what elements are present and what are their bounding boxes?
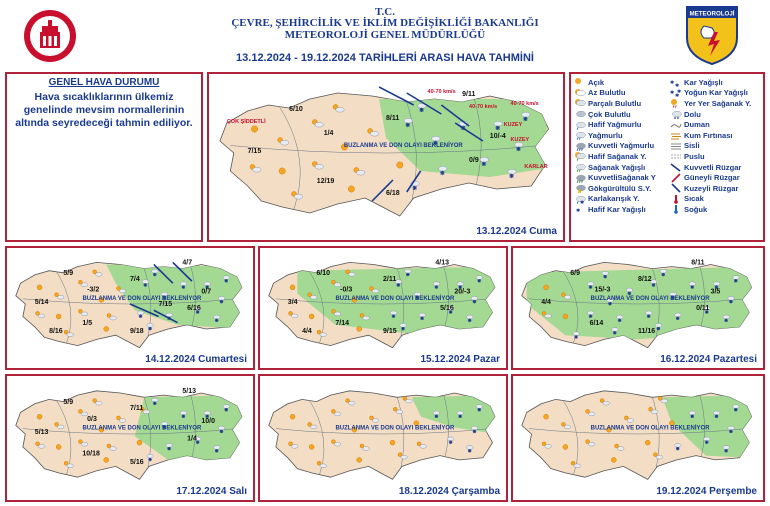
temperature-label: -3/2	[87, 286, 100, 294]
legend-item	[574, 98, 656, 109]
svg-text:✱: ✱	[580, 199, 585, 204]
legend-item-label: Kum Fırtınası	[684, 130, 733, 140]
legend-item	[670, 183, 751, 194]
temperature-label: 6/14	[589, 319, 604, 327]
legend-item-label: Güneyli Rüzgar	[684, 173, 740, 183]
cold-icon	[670, 204, 682, 214]
temperature-label: 8/16	[49, 328, 63, 336]
legend-item-label: Yağmurlu	[588, 130, 623, 140]
temperature-label: 1/4	[323, 130, 334, 137]
svg-text:✱: ✱	[576, 208, 581, 215]
legend-item-label: Kar Yağışlı	[684, 77, 723, 87]
temperature-label: 5/9	[63, 269, 74, 277]
turkey-map	[7, 248, 253, 368]
temperature-label: 8/11	[691, 259, 705, 267]
icing-warning-text: BUZLANMA VE DON OLAYI BEKLENİYOR	[590, 295, 710, 302]
legend-item-label: Hafif Yağmurlu	[588, 120, 642, 130]
heavy-rain-icon	[574, 141, 586, 151]
legend-item-label: Kuvvetli Yağmurlu	[588, 141, 655, 151]
temperature-label: 5/14	[34, 299, 49, 306]
fog-icon	[670, 141, 682, 151]
map-date-label: 15.12.2024 Pazar	[420, 354, 500, 365]
legend-item	[670, 194, 751, 205]
few-clouds-icon	[574, 88, 586, 98]
temperature-label: 15/-3	[594, 286, 611, 294]
legend-item	[574, 151, 656, 162]
temperature-label: 8/11	[386, 115, 400, 122]
temperature-label: 5/13	[182, 387, 196, 395]
meteorology-logo	[684, 4, 740, 66]
temperature-label: 7/4	[130, 276, 140, 284]
legend-item-label: Dolu	[684, 109, 701, 119]
legend-panel	[569, 72, 765, 242]
legend-item	[574, 119, 656, 130]
legend-item-label: Yoğun Kar Yağışlı	[684, 88, 748, 98]
icing-warning-text: BUZLANMA VE DON OLAYI BEKLENİYOR	[343, 143, 463, 149]
legend-item	[574, 88, 656, 99]
temperature-label: 0/7	[201, 288, 212, 296]
temperature-label: 4/7	[182, 259, 193, 267]
temperature-label: 5/16	[130, 459, 144, 467]
legend-item	[670, 204, 751, 215]
temperature-label: 5/13	[34, 429, 49, 436]
general-weather-panel	[5, 72, 203, 242]
south-wind-icon	[670, 173, 682, 183]
legend-item-label: Hafif Kar Yağışlı	[588, 204, 646, 214]
legend-item	[574, 172, 656, 183]
legend-item-label: Sıcak	[684, 194, 704, 204]
meteorology-logo-text: METEOROLOJİ	[689, 10, 735, 18]
legend-item	[670, 151, 751, 162]
map-date-label: 16.12.2024 Pazartesi	[660, 354, 757, 365]
temperature-label: 3/4	[287, 299, 298, 306]
temperature-label: 0/11	[696, 305, 710, 313]
temperature-label: 4/4	[302, 328, 312, 336]
legend-item	[574, 183, 656, 194]
svg-text:✱: ✱	[675, 83, 680, 88]
sun-icon	[574, 77, 586, 87]
legend-item	[670, 119, 751, 130]
directorate-name: METEOROLOJİ GENEL MÜDÜRLÜĞÜ	[284, 29, 486, 41]
temperature-label: 1/4	[187, 435, 197, 443]
temperature-label: 5/16	[440, 305, 454, 313]
turkey-map	[260, 376, 506, 500]
legend-item	[670, 88, 751, 99]
map-day-6	[258, 374, 508, 502]
wind-speed-label: 40-70 km/s	[469, 104, 498, 110]
legend-item	[574, 204, 656, 215]
temperature-label: 0/9	[469, 157, 479, 164]
partly-cloudy-icon	[574, 98, 586, 108]
temperature-label: 2/11	[383, 276, 397, 284]
temperature-label: 4/4	[541, 299, 551, 306]
temperature-label: 7/15	[158, 301, 173, 309]
temperature-label: 11/16	[638, 328, 656, 336]
map-date-label: 19.12.2024 Perşembe	[656, 486, 757, 497]
map-day-7	[511, 374, 765, 502]
temperature-label: 3/5	[710, 288, 721, 296]
turkey-map	[7, 376, 253, 500]
legend-item	[670, 109, 751, 120]
temperature-label: 8/12	[638, 276, 652, 284]
smoke-icon	[670, 120, 682, 130]
map-date-label: 17.12.2024 Salı	[176, 486, 247, 497]
temperature-label: 6/9	[570, 269, 580, 277]
legend-item-label: Çok Bulutlu	[588, 109, 631, 119]
legend-item-label: Sağanak Yağışlı	[588, 162, 646, 172]
legend-item	[670, 98, 751, 109]
wind-speed-label: 40-70 km/s	[427, 89, 456, 95]
legend-item-label: Puslu	[684, 151, 705, 161]
header-line-1: T.C.	[375, 6, 395, 18]
map-date-label: 13.12.2024 Cuma	[476, 226, 557, 237]
wind-speed-label: KUZEY	[503, 122, 523, 128]
icing-warning-text: BUZLANMA VE DON OLAYI BEKLENİYOR	[590, 425, 710, 432]
icing-warning-text: BUZLANMA VE DON OLAYI BEKLENİYOR	[335, 425, 455, 432]
legend-item-label: Sisli	[684, 141, 700, 151]
turkey-map	[513, 376, 763, 500]
temperature-label: 5/9	[63, 398, 74, 406]
map-date-label: 18.12.2024 Çarşamba	[398, 486, 500, 497]
legend-item	[574, 130, 656, 141]
legend-item-label: Karlakarışık Y.	[588, 194, 640, 204]
map-day-3	[258, 246, 508, 370]
wind-speed-label: KARLAR	[524, 164, 548, 170]
legend-item	[574, 162, 656, 173]
legend-item-label: Az Bulutlu	[588, 88, 626, 98]
local-shower-icon	[670, 98, 682, 108]
legend-item-label: Kuzeyli Rüzgar	[684, 183, 739, 193]
svg-text:✱: ✱	[677, 88, 682, 95]
icing-warning-text: BUZLANMA VE DON OLAYI BEKLENİYOR	[335, 295, 455, 302]
turkey-map	[209, 74, 563, 240]
icing-warning-text: BUZLANMA VE DON OLAYI BEKLENİYOR	[82, 295, 202, 302]
general-weather-text: Hava sıcaklıklarının ülkemiz genelinde mevsim normallerinin altında seyredeceği tahmin ediliyor.	[15, 91, 193, 129]
temperature-label: 4/13	[435, 259, 449, 267]
map-day-1	[207, 72, 565, 242]
temperature-label: 6/18	[386, 190, 400, 197]
legend-item-label: Duman	[684, 120, 710, 130]
legend-item	[670, 162, 751, 173]
svg-text:✱: ✱	[670, 89, 675, 96]
temperature-label: 10/18	[82, 450, 100, 458]
legend-item-label: Soğuk	[684, 204, 708, 214]
heavy-snow-icon	[670, 88, 682, 98]
legend-item	[574, 141, 656, 152]
haze-icon	[670, 151, 682, 161]
temperature-label: -0/3	[340, 286, 353, 294]
legend-item-label: Hafif Sağanak Y.	[588, 151, 647, 161]
map-date-label: 14.12.2024 Cumartesi	[145, 354, 247, 365]
hot-icon	[670, 194, 682, 204]
light-snow-icon	[574, 204, 586, 214]
turkey-map	[260, 248, 506, 368]
icing-warning-text: BUZLANMA VE DON OLAYI BEKLENİYOR	[82, 425, 202, 432]
svg-text:✱: ✱	[675, 92, 680, 98]
sleet-icon	[574, 194, 586, 204]
map-day-4	[511, 246, 765, 370]
light-rain-icon	[574, 120, 586, 130]
forecast-title: 13.12.2024 - 19.12.2024 TARİHLERİ ARASI HAVA TAHMİNİ	[236, 52, 534, 64]
temperature-label: 7/11	[130, 405, 144, 413]
legend-item	[574, 77, 656, 88]
temperature-label: 1/5	[82, 319, 93, 327]
legend-item-label: KuvvetliSağanak Y	[588, 173, 656, 183]
temperature-label: 9/11	[462, 91, 476, 98]
thunder-icon	[574, 183, 586, 193]
temperature-label: 7/15	[247, 148, 262, 155]
temperature-label: 6/10	[289, 106, 303, 113]
legend-column-2	[670, 77, 751, 215]
ministry-name: ÇEVRE, ŞEHİRCİLİK VE İKLİM DEĞİŞİKLİĞİ BAKANLIĞI	[231, 17, 539, 29]
temperature-label: 10/-4	[489, 133, 506, 140]
temperature-label: 9/15	[383, 328, 397, 336]
header	[0, 0, 770, 70]
legend-item	[670, 172, 751, 183]
legend-item	[574, 194, 656, 205]
cloudy-icon	[574, 109, 586, 119]
sandstorm-icon	[670, 130, 682, 140]
temperature-label: 6/10	[316, 269, 330, 277]
wind-speed-label: 40-70 km/s	[510, 101, 539, 107]
shower-icon	[574, 162, 586, 172]
rain-icon	[574, 130, 586, 140]
north-wind-icon	[670, 183, 682, 193]
hail-icon	[670, 109, 682, 119]
temperature-label: 7/14	[335, 319, 350, 327]
map-day-5	[5, 374, 255, 502]
temperature-label: 12/19	[316, 178, 335, 185]
temperature-label: 0/3	[87, 416, 97, 424]
strong-wind-icon	[670, 162, 682, 172]
legend-item-label: Parçalı Bulutlu	[588, 98, 642, 108]
legend-item	[574, 109, 656, 120]
svg-text:✱: ✱	[670, 80, 675, 87]
map-day-2	[5, 246, 255, 370]
turkey-map	[513, 248, 763, 368]
legend-column-1	[574, 77, 656, 215]
wind-speed-label: KUZEY	[510, 137, 530, 143]
legend-item-label: Kuvvetli Rüzgar	[684, 162, 742, 172]
legend-item	[670, 130, 751, 141]
general-weather-title: GENEL HAVA DURUMU	[48, 77, 160, 88]
light-shower-icon	[574, 151, 586, 161]
temperature-label: 6/16	[187, 305, 201, 313]
legend-item-label: Açık	[588, 77, 605, 87]
temperature-label: 20/-3	[454, 288, 471, 296]
snow-icon	[670, 77, 682, 87]
heavy-shower-icon	[574, 173, 586, 183]
wind-speed-label: ÇOK ŞİDDETLİ	[226, 119, 266, 125]
legend-item	[670, 77, 751, 88]
temperature-label: 10/0	[201, 418, 216, 426]
temperature-label: 9/18	[130, 328, 144, 336]
legend-item	[670, 141, 751, 152]
legend-item-label: Yer Yer Sağanak Y.	[684, 98, 752, 108]
legend-item-label: Gökgürültülü S.Y.	[588, 183, 652, 193]
